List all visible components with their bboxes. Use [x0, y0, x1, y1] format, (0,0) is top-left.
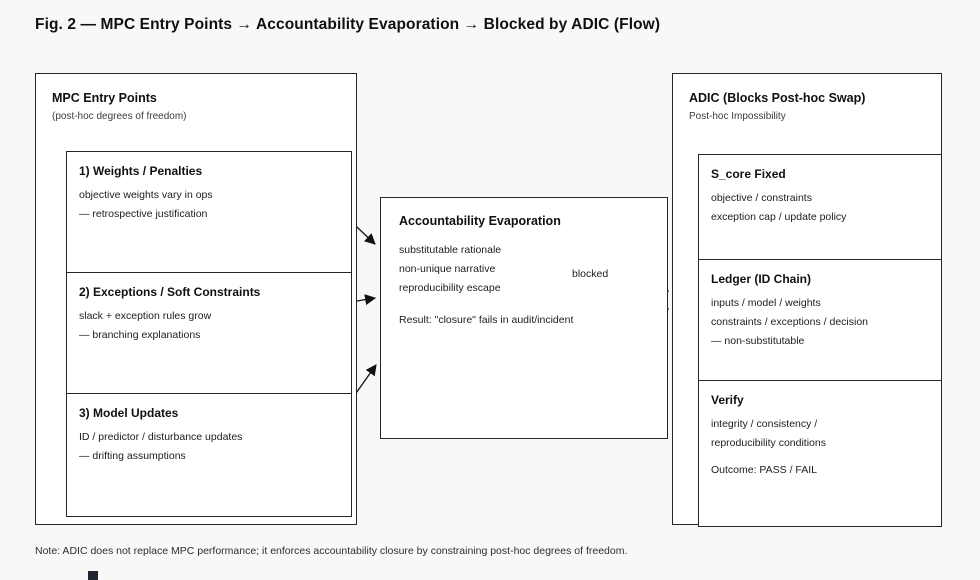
box-line: objective weights vary in ops	[79, 189, 213, 201]
exceptions-soft-constraints-box	[66, 272, 352, 396]
model-updates-box	[66, 393, 352, 517]
box-title: S_core Fixed	[711, 167, 786, 181]
box-line: constraints / exceptions / decision	[711, 315, 868, 328]
left-panel-header	[36, 74, 356, 122]
box-title: 3) Model Updates	[79, 406, 179, 420]
ledger-id-chain-box	[698, 259, 942, 389]
right-panel-subtitle: Post-hoc Impossibility	[689, 111, 786, 122]
box-title: 1) Weights / Penalties	[79, 164, 203, 178]
bottom-left-artifact	[88, 571, 98, 580]
center-box-line: non-unique narrative	[399, 262, 496, 275]
mpc-entry-points-panel	[35, 73, 357, 525]
box-line: reproducibility conditions	[711, 436, 826, 449]
blocked-label: blocked	[572, 268, 609, 280]
center-box-title: Accountability Evaporation	[399, 214, 561, 228]
score-fixed-box	[698, 154, 942, 268]
box-line: — branching explanations	[79, 328, 201, 341]
box-line: integrity / consistency /	[711, 418, 818, 430]
left-panel-subtitle: (post-hoc degrees of freedom)	[52, 111, 187, 122]
box-line: — drifting assumptions	[79, 449, 186, 462]
center-box-line: substitutable rationale	[399, 244, 502, 256]
center-box-result: Result: "closure" fails in audit/incident	[399, 313, 574, 326]
verify-box	[698, 380, 942, 527]
box-line: — retrospective justification	[79, 207, 208, 220]
left-panel-title: MPC Entry Points	[52, 91, 157, 105]
box-line: exception cap / update policy	[711, 210, 847, 223]
verify-outcome: Outcome: PASS / FAIL	[711, 463, 818, 476]
box-line: slack + exception rules grow	[79, 310, 212, 322]
accountability-evaporation-box	[380, 197, 668, 439]
box-title: Ledger (ID Chain)	[711, 272, 812, 286]
right-panel-title: ADIC (Blocks Post-hoc Swap)	[689, 91, 866, 105]
box-line: ID / predictor / disturbance updates	[79, 431, 243, 443]
center-box-line: reproducibility escape	[399, 281, 501, 294]
box-line: inputs / model / weights	[711, 297, 821, 309]
figure-note: Note: ADIC does not replace MPC performance; it enforces accountability closure by constraining post-hoc degrees of freedom.	[35, 545, 628, 557]
box-title: Verify	[711, 393, 744, 407]
box-title: 2) Exceptions / Soft Constraints	[79, 285, 261, 299]
right-panel-header	[673, 74, 941, 122]
adic-panel	[672, 73, 942, 525]
box-line: objective / constraints	[711, 192, 812, 204]
weights-penalties-box	[66, 151, 352, 275]
figure-title: Fig. 2 — MPC Entry Points → Accountability Evaporation → Blocked by ADIC (Flow)	[35, 16, 661, 33]
box-line: — non-substitutable	[711, 334, 805, 347]
